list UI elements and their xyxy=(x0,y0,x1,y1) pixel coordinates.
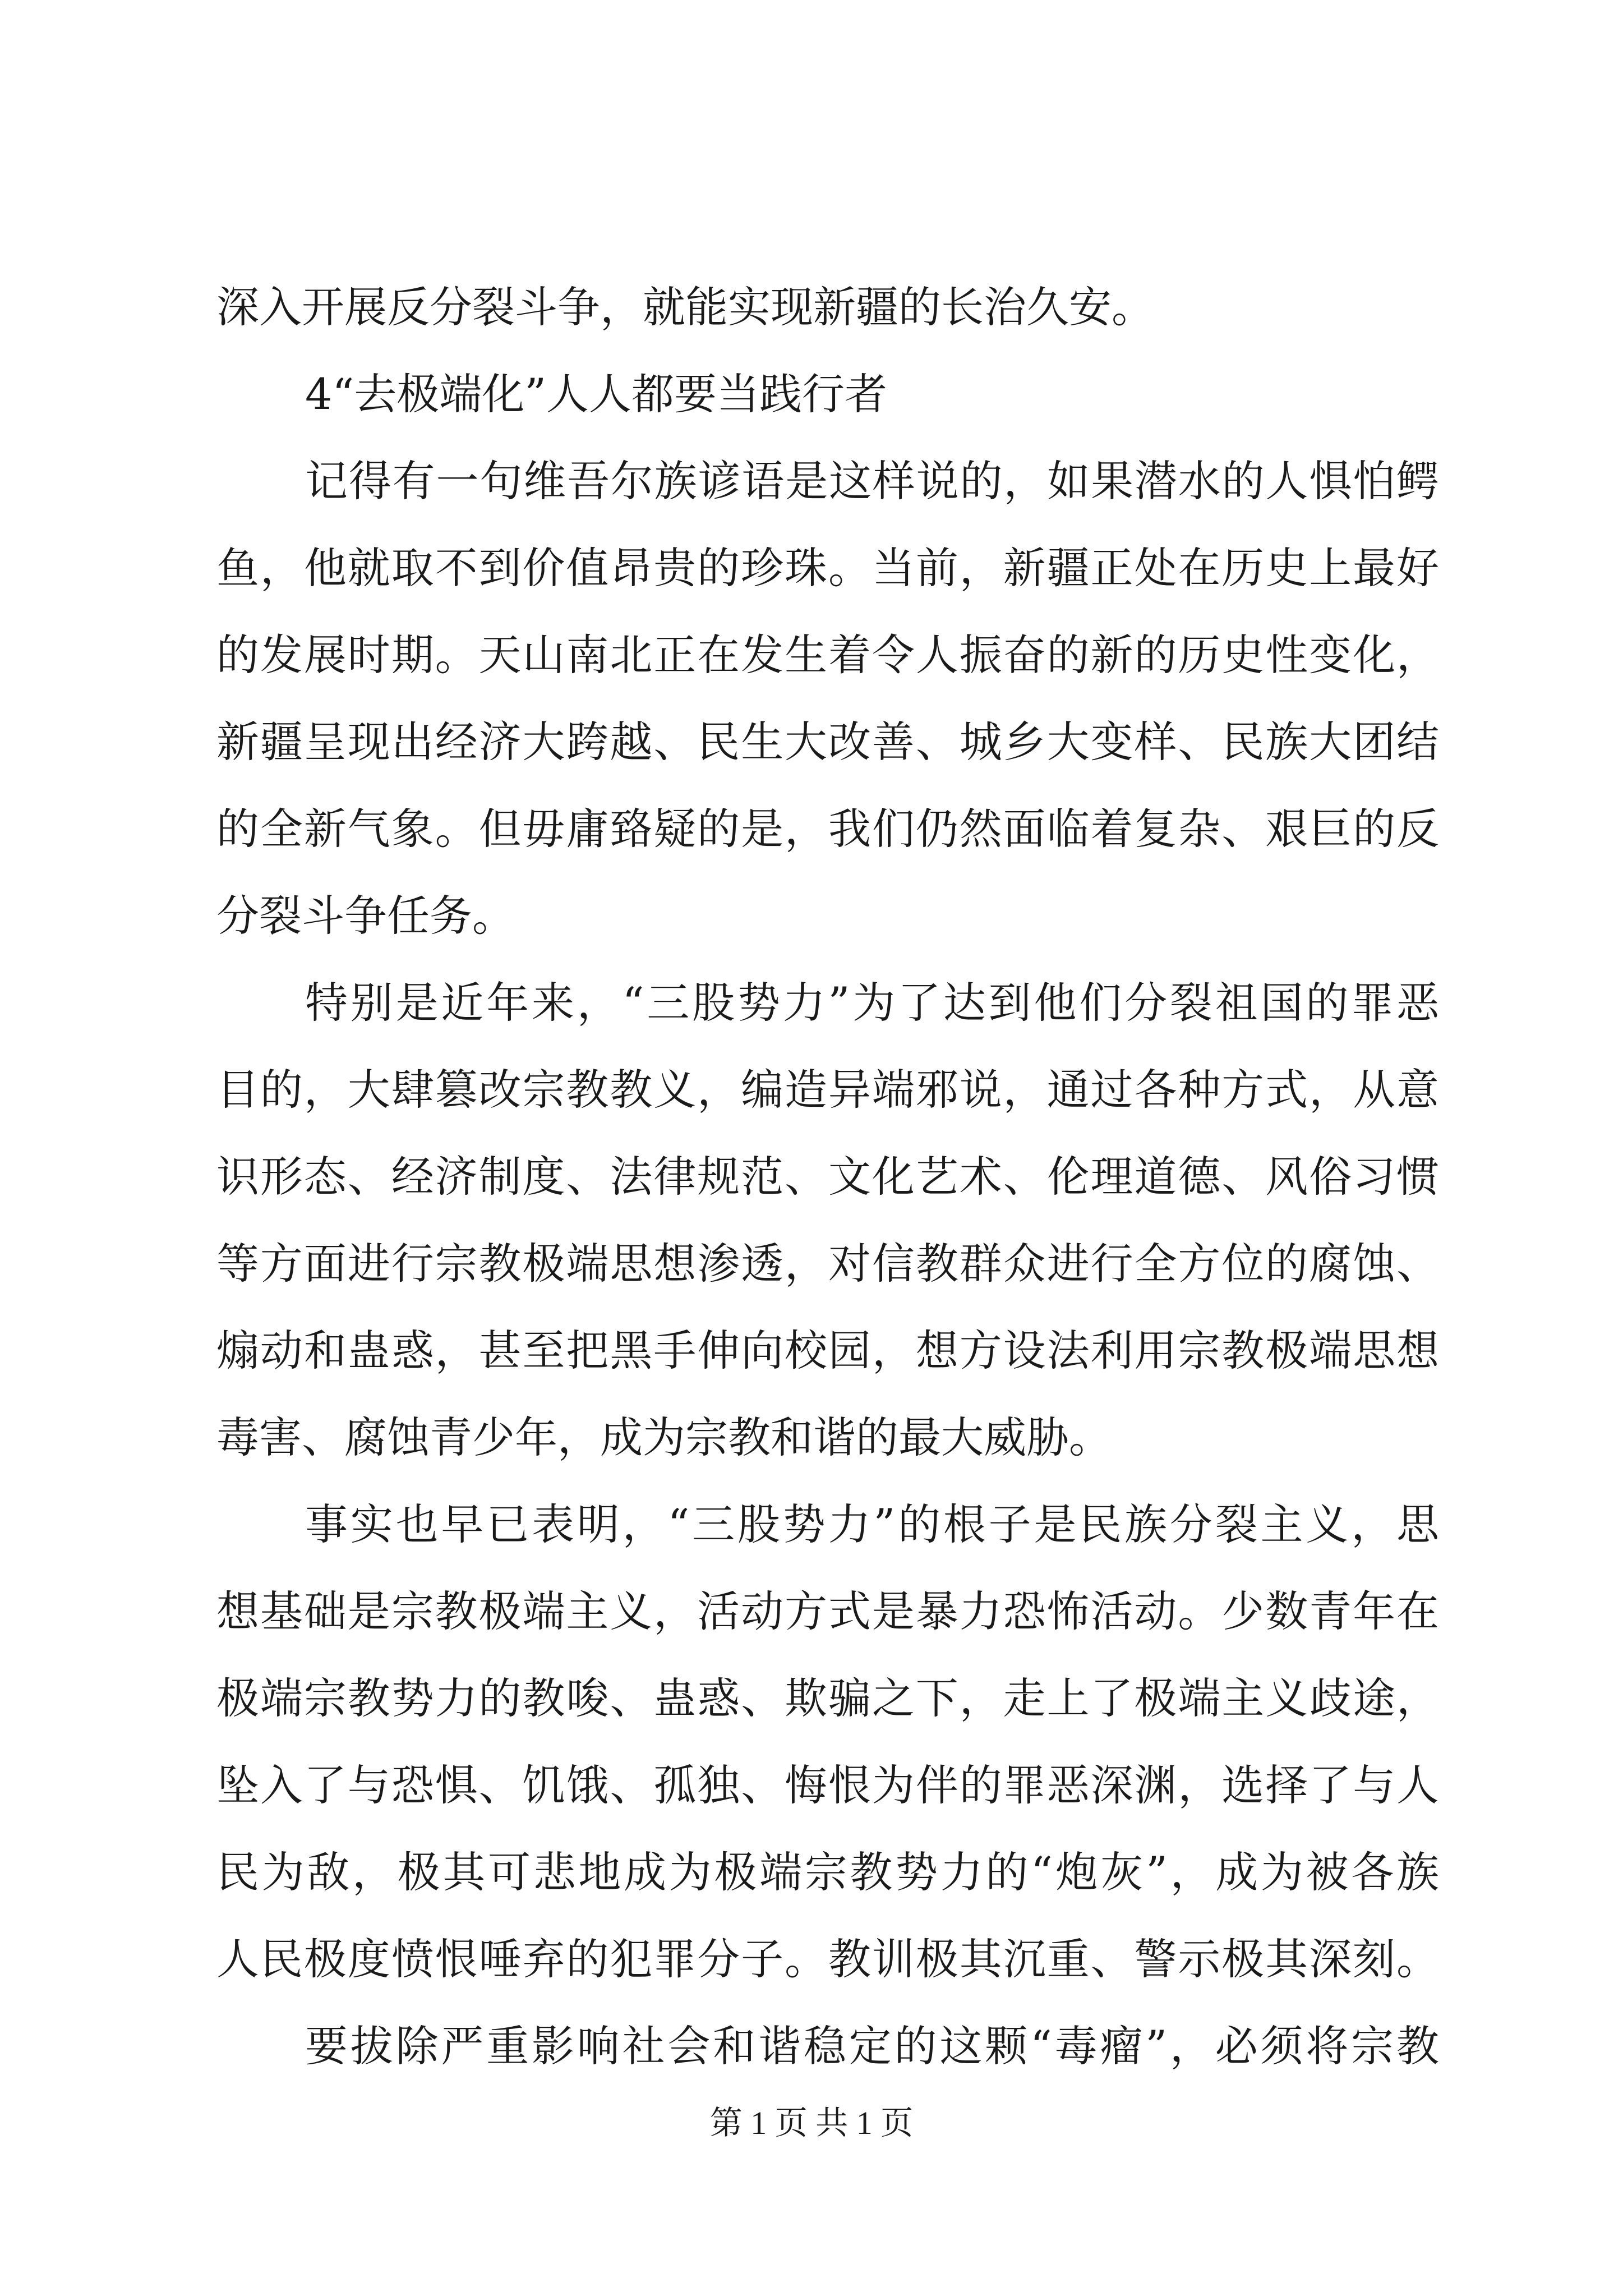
text-line: 坠入了与恐惧、饥饿、孤独、悔恨为伴的罪恶深渊，选择了与人 xyxy=(216,1760,1439,1810)
text-line: 极端宗教势力的教唆、蛊惑、欺骗之下，走上了极端主义歧途， xyxy=(216,1673,1439,1723)
text-line: 毒害、腐蚀青少年，成为宗教和谐的最大威胁。 xyxy=(216,1412,1112,1462)
section-heading: 4“去极端化”人人都要当践行者 xyxy=(305,369,888,419)
page-number-footer: 第 1 页 共 1 页 xyxy=(709,2105,914,2141)
text-line: 要拔除严重影响社会和谐稳定的这颗“毒瘤”，必须将宗教 xyxy=(305,2021,1439,2071)
text-line: 煽动和蛊惑，甚至把黑手伸向校园，想方设法利用宗教极端思想 xyxy=(216,1326,1439,1375)
text-line: 人民极度愤恨唾弃的犯罪分子。教训极其沉重、警示极其深刻。 xyxy=(216,1934,1439,1984)
text-line: 等方面进行宗教极端思想渗透，对信教群众进行全方位的腐蚀、 xyxy=(216,1239,1439,1289)
text-line: 记得有一句维吾尔族谚语是这样说的，如果潜水的人惧怕鳄 xyxy=(305,456,1439,506)
text-line: 分裂斗争任务。 xyxy=(216,891,515,941)
text-line: 想基础是宗教极端主义，活动方式是暴力恐怖活动。少数青年在 xyxy=(216,1586,1439,1636)
body-text xyxy=(216,264,1439,2090)
text-line: 鱼，他就取不到价值昂贵的珍珠。当前，新疆正处在历史上最好 xyxy=(216,543,1439,593)
text-line: 识形态、经济制度、法律规范、文化艺术、伦理道德、风俗习惯 xyxy=(216,1152,1439,1202)
text-line: 新疆呈现出经济大跨越、民生大改善、城乡大变样、民族大团结 xyxy=(216,717,1439,767)
text-line: 事实也早已表明，“三股势力”的根子是民族分裂主义，思 xyxy=(305,1499,1439,1549)
text-line: 的全新气象。但毋庸臵疑的是，我们仍然面临着复杂、艰巨的反 xyxy=(216,804,1439,854)
text-line: 特别是近年来，“三股势力”为了达到他们分裂祖国的罪恶 xyxy=(305,978,1439,1028)
text-line: 目的，大肆篡改宗教教义，编造异端邪说，通过各种方式，从意 xyxy=(216,1065,1439,1115)
text-line: 民为敌，极其可悲地成为极端宗教势力的“炮灰”，成为被各族 xyxy=(216,1847,1439,1897)
text-line: 深入开展反分裂斗争，就能实现新疆的长治久安。 xyxy=(216,282,1154,332)
text-line: 的发展时期。天山南北正在发生着令人振奋的新的历史性变化， xyxy=(216,630,1439,680)
